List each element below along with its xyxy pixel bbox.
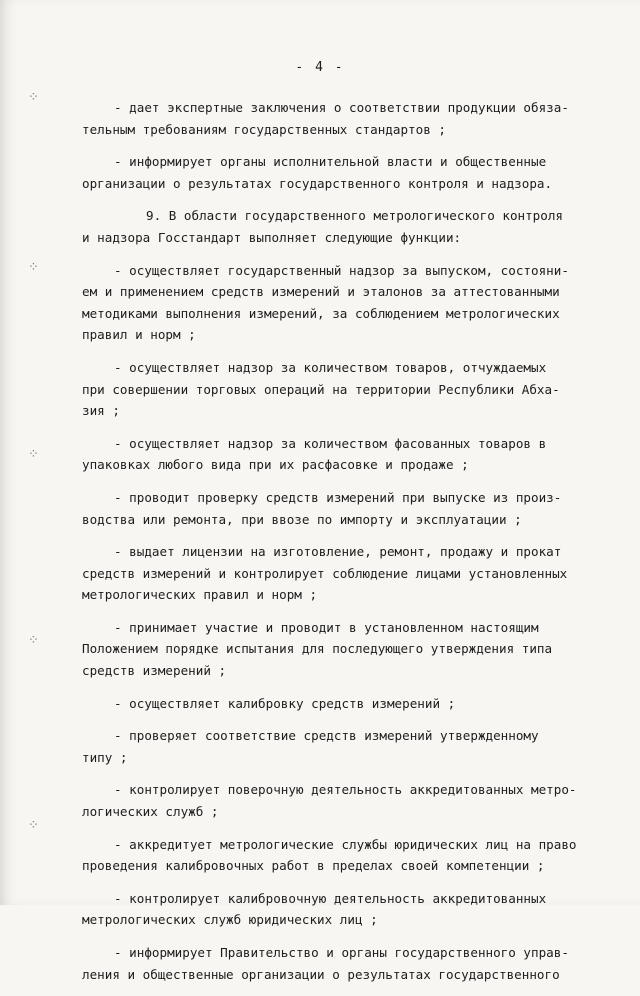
section-heading-paragraph: 9. В области государственного метрологического контроля и надзора Госстандарт выполняет следующие функции: bbox=[82, 208, 564, 245]
paragraph: - информирует Правительство и органы государственного управ- ления и общественные организации о результатах государственного bbox=[82, 945, 569, 982]
page-number: - 4 - bbox=[295, 60, 345, 75]
paragraph: - принимает участие и проводит в установленном настоящим Положением порядке испытания для последующего утверждения типа средств измерений ; bbox=[82, 619, 553, 679]
paragraph: - осуществляет надзор за количеством фасованных товаров в упаковках любого вида при их расфасовке и продаже ; bbox=[82, 435, 547, 473]
paragraph: - информирует органы исполнительной власти и общественные организации о результатах государственного контроля и надзора. bbox=[82, 154, 553, 191]
paragraph: - дает экспертные заключения о соответствии продукции обяза- тельным требованиям государственных стандартов ; bbox=[82, 100, 569, 137]
body-text bbox=[82, 97, 592, 996]
paragraph: - осуществляет государственный надзор за выпуском, состояни- ем и применением средств измерений и эталонов за аттестованными методиками выполнения измерений, за соблюдением метрологических правил и норм ; bbox=[82, 262, 569, 343]
paragraph: - проводит проверку средств измерений при выпуске из произ- водства или ремонта, при ввозе по импорту и эксплуатации ; bbox=[82, 489, 562, 527]
punch-hole-mark: ⁘ bbox=[28, 260, 39, 275]
paragraph: - выдает лицензии на изготовление, ремонт, продажу и прокат средств измерений и контролирует соблюдение лицами установленных метрологических правил и норм ; bbox=[82, 544, 568, 603]
punch-hole-mark: ⁘ bbox=[28, 818, 39, 833]
paragraph: - осуществляет надзор за количеством товаров, отчуждаемых при совершении торговых операций на территории Республики Абха- зия ; bbox=[82, 359, 560, 419]
punch-hole-mark: ⁘ bbox=[28, 633, 39, 648]
punch-hole-mark: ⁘ bbox=[28, 447, 39, 462]
punch-hole-mark: ⁘ bbox=[28, 90, 39, 105]
paragraph: - контролирует калибровочную деятельность аккредитованных метрологических служб юридических лиц ; bbox=[82, 890, 547, 928]
paragraph: - осуществляет калибровку средств измерений ; bbox=[114, 695, 456, 711]
paragraph: - проверяет соответствие средств измерений утвержденному типу ; bbox=[82, 728, 539, 765]
paragraph: - контролирует поверочную деятельность аккредитованных метро- логических служб ; bbox=[82, 782, 577, 820]
paragraph: - аккредитует метрологические службы юридических лиц на право проведения калибровочных работ в пределах своей компетенции ; bbox=[82, 836, 577, 874]
